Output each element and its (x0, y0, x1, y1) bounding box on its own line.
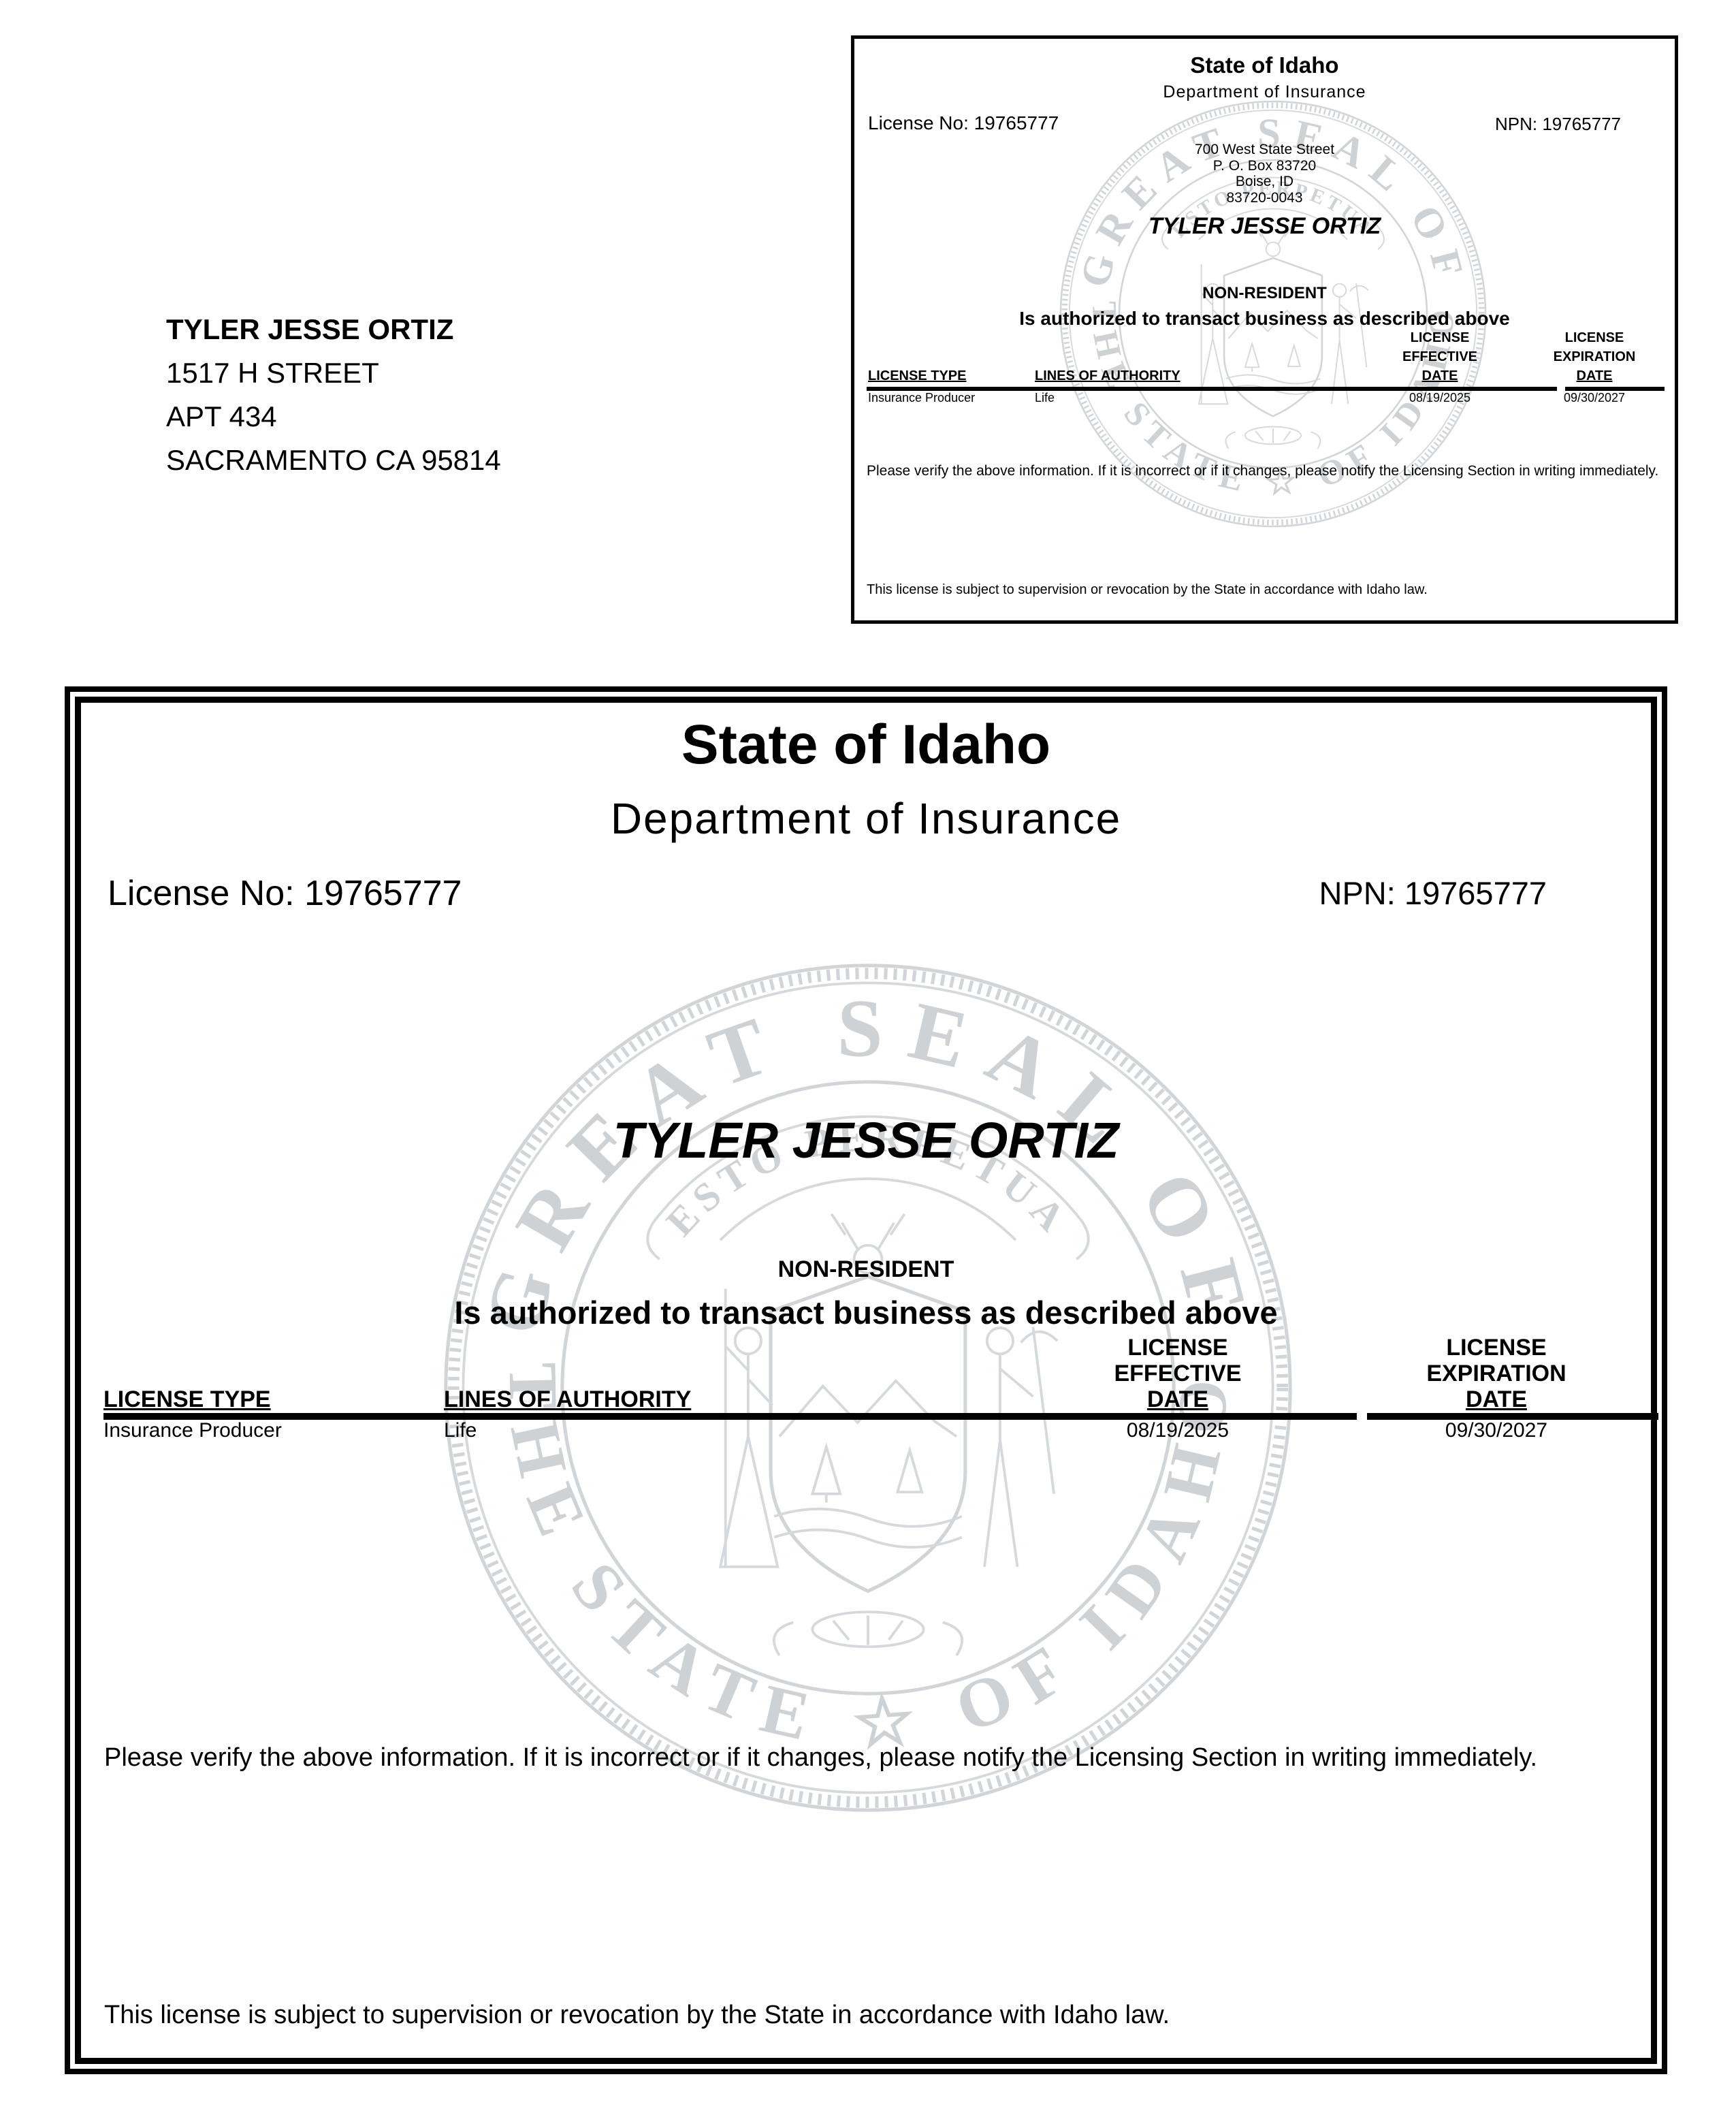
card-license-no (868, 112, 1059, 134)
certificate-license-no-label: License No: (108, 874, 295, 913)
card-license-no-value: 19765777 (974, 112, 1059, 133)
header-line: LICENSE (1410, 330, 1470, 345)
header-line: LICENSE (1127, 1335, 1228, 1361)
mailing-address-block (166, 308, 501, 482)
header-line: EFFECTIVE (1402, 349, 1477, 364)
certificate-row-lines-of-authority: Life (444, 1419, 477, 1442)
card-department: Department of Insurance (1163, 82, 1366, 101)
header-line: EXPIRATION (1426, 1361, 1566, 1386)
card-authorization-text: Is authorized to transact business as described above (1019, 308, 1510, 329)
mailing-name: TYLER JESSE ORTIZ (166, 313, 454, 345)
header-line: EFFECTIVE (1114, 1361, 1242, 1386)
card-header-license-type: LICENSE TYPE (868, 368, 967, 383)
mailing-city-state-zip: SACRAMENTO CA 95814 (166, 444, 501, 476)
certificate-npn (1319, 877, 1547, 909)
certificate-legal-notice: This license is subject to supervision or revocation by the State in accordance with Idaho law. (104, 2001, 1170, 2029)
header-line: DATE (1576, 368, 1613, 383)
header-line: DATE (1421, 368, 1458, 383)
header-line: DATE (1465, 1386, 1528, 1412)
card-header-expiration-date (1520, 328, 1669, 385)
certificate-header-lines-of-authority: LINES OF AUTHORITY (444, 1386, 692, 1412)
card-npn-label: NPN: (1494, 114, 1538, 134)
certificate-row-license-type: Insurance Producer (103, 1419, 282, 1442)
card-row-effective-date: 08/19/2025 (1409, 391, 1471, 404)
mailing-street: 1517 H STREET (166, 357, 379, 389)
certificate-residency-status: NON-RESIDENT (777, 1256, 954, 1282)
license-card (851, 35, 1678, 624)
certificate-npn-value: 19765777 (1404, 875, 1547, 911)
certificate-department: Department of Insurance (610, 794, 1122, 843)
certificate-npn-label: NPN: (1319, 875, 1396, 911)
card-row-license-type: Insurance Producer (868, 391, 976, 404)
mailing-unit: APT 434 (166, 400, 277, 432)
card-legal-notice: This license is subject to supervision or revocation by the State in accordance with Idaho law. (867, 582, 1428, 597)
card-holder-name: TYLER JESSE ORTIZ (1148, 213, 1381, 239)
office-address-line: 700 West State Street (1194, 142, 1335, 157)
card-residency-status: NON-RESIDENT (1202, 284, 1327, 302)
certificate-verify-notice: Please verify the above information. If it is incorrect or if it changes, please notify the Licensing Section in writing immediately. (104, 1743, 1538, 1772)
card-license-no-label: License No: (868, 112, 969, 133)
certificate-row-expiration-date: 09/30/2027 (1445, 1419, 1548, 1442)
office-address-line: P. O. Box 83720 (1212, 157, 1317, 174)
certificate-authorization-text: Is authorized to transact business as described above (454, 1295, 1278, 1331)
card-row-expiration-date: 09/30/2027 (1563, 391, 1626, 404)
certificate-header-license-type: LICENSE TYPE (103, 1386, 271, 1412)
card-verify-notice: Please verify the above information. If it is incorrect or if it changes, please notify the Licensing Section in writing immediately. (867, 463, 1659, 479)
card-office-address (854, 142, 1675, 206)
card-state-title: State of Idaho (1190, 52, 1339, 78)
header-line: LICENSE (1564, 330, 1624, 345)
header-line: DATE (1146, 1386, 1209, 1412)
card-npn-value: 19765777 (1542, 114, 1621, 134)
card-header-lines-of-authority: LINES OF AUTHORITY (1035, 368, 1180, 383)
certificate-row-effective-date: 08/19/2025 (1126, 1419, 1229, 1442)
license-certificate (65, 686, 1667, 2074)
certificate-header-effective-date (1028, 1335, 1328, 1412)
certificate-holder-name: TYLER JESSE ORTIZ (613, 1112, 1119, 1169)
certificate-header-expiration-date (1347, 1335, 1646, 1412)
certificate-license-no-value: 19765777 (304, 874, 462, 913)
header-line: EXPIRATION (1553, 349, 1636, 364)
card-npn (1495, 114, 1621, 135)
card-row-lines-of-authority: Life (1035, 391, 1055, 404)
certificate-state-title: State of Idaho (681, 714, 1051, 776)
office-address-line: Boise, ID (1235, 174, 1294, 189)
office-address-line: 83720-0043 (1226, 189, 1303, 206)
certificate-license-no (108, 876, 462, 911)
card-header-effective-date (1358, 328, 1522, 385)
header-line: LICENSE (1446, 1335, 1547, 1361)
